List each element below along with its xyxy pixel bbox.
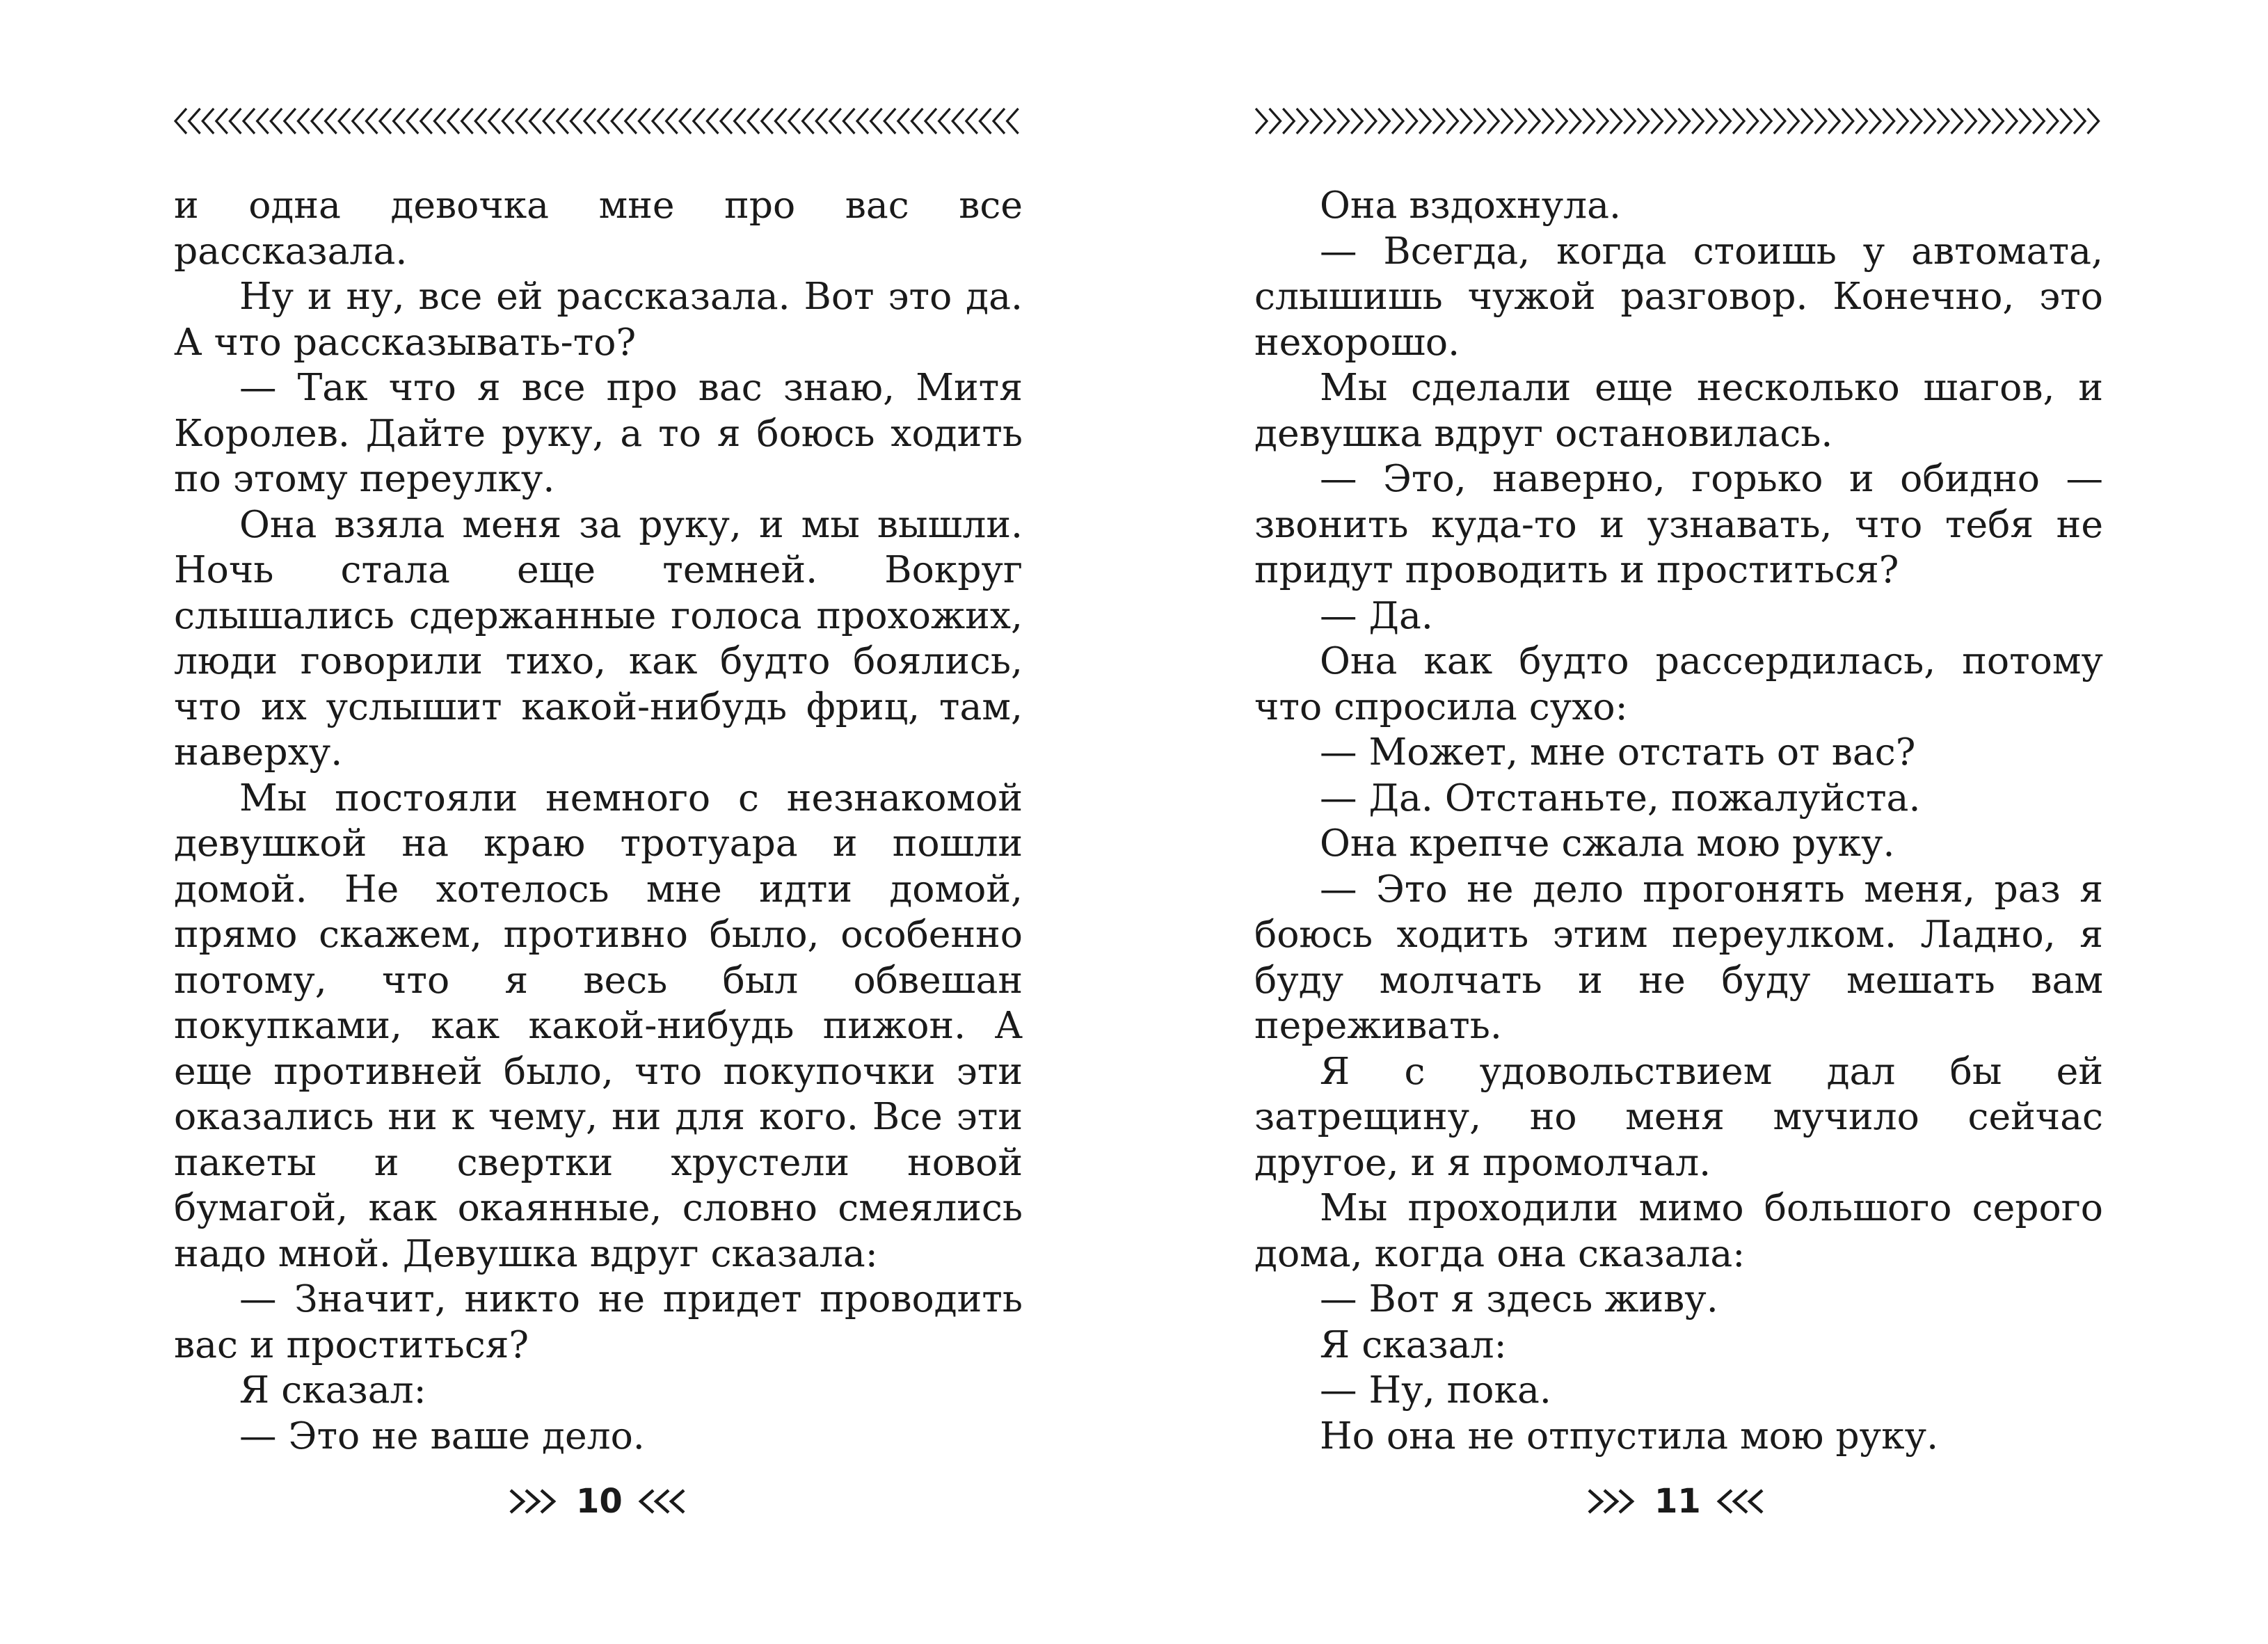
chevron-mark (257, 109, 269, 134)
paragraph: — Да. Отстаньте, пожалуйста. (1320, 775, 1921, 820)
chevron-mark (1679, 109, 1690, 134)
paragraph: — Да. (1320, 593, 1433, 637)
chevron-mark (1979, 109, 1990, 134)
chevron-mark (1433, 109, 1444, 134)
chevron-mark (543, 109, 554, 134)
chevron-mark (803, 109, 814, 134)
chevron-mark (1378, 109, 1389, 134)
chevron-mark (871, 109, 882, 134)
chevron-mark (1474, 109, 1485, 134)
chevron-mark (939, 109, 950, 134)
chevron-mark (1638, 109, 1649, 134)
paragraph: — Это не ваше дело. (239, 1413, 645, 1458)
chevron-mark (394, 109, 405, 134)
chevron-mark (557, 109, 568, 134)
chevron-mark (1570, 109, 1581, 134)
chevron-mark (884, 109, 895, 134)
chevron-mark (1270, 109, 1281, 134)
chevron-mark (434, 109, 445, 134)
paragraph: — Это, наверно, горько и обидно — звонить куда-то и узнавать, что тебя не придут проводить и проститься? (1254, 456, 2103, 591)
chevron-mark (353, 109, 364, 134)
chevron-mark (1351, 109, 1362, 134)
paragraph: Я сказал: (239, 1368, 426, 1412)
chevron-mark (775, 109, 786, 134)
chevron-mark (1787, 109, 1798, 134)
chevron-mark (748, 109, 759, 134)
chevron-mark (1528, 109, 1540, 134)
chevron-mark (1938, 109, 1949, 134)
chevron-mark (2060, 109, 2071, 134)
chevron-mark (789, 109, 800, 134)
chevron-mark (2074, 109, 2085, 134)
chevron-mark (980, 109, 991, 134)
chevrons-left-icon (1716, 1487, 1769, 1515)
chevron-mark (1883, 109, 1894, 134)
chevron-mark (735, 109, 746, 134)
chevron-mark (598, 109, 609, 134)
chevron-mark (216, 109, 227, 134)
chevron-mark (1338, 109, 1349, 134)
chevrons-right-icon (508, 1487, 561, 1515)
chevron-mark (1760, 109, 1771, 134)
chevron-mark (1297, 109, 1308, 134)
chevron-mark (189, 109, 200, 134)
chevron-mark (1734, 1490, 1747, 1513)
chevron-mark (1007, 109, 1019, 134)
chevron-mark (1620, 1490, 1632, 1513)
paragraph: Мы постояли немного с незнакомой девушкой на краю тротуара и пошли домой. Не хотелось мне идти домой, прямо скажем, противно было, особенно потому, что я весь был обвешан покупками, как какой-нибудь пижон. А еще противней было, что покупочки эти оказались ни к чему, ни для кого. Все эти пакеты и свертки хрустели новой бумагой, как окаянные, словно смеялись надо мной. Девушка вдруг сказала: (174, 775, 1023, 1275)
chevron-mark (339, 109, 350, 134)
chevron-mark (1556, 109, 1567, 134)
paragraph: Мы сделали еще несколько шагов, и девушка вдруг остановилась. (1254, 365, 2103, 455)
chevron-mark (1815, 109, 1826, 134)
chevron-mark (830, 109, 841, 134)
chevron-mark (380, 109, 391, 134)
chevron-mark (489, 109, 500, 134)
paragraph: Я сказал: (1320, 1322, 1507, 1366)
chevron-mark (2033, 109, 2044, 134)
chevron-mark (2047, 109, 2058, 134)
chevron-mark (1624, 109, 1635, 134)
chevron-mark (541, 1490, 554, 1513)
chevron-mark (202, 109, 214, 134)
chevron-mark (1992, 109, 2003, 134)
chevron-mark (1951, 109, 1963, 134)
chevron-mark (911, 109, 923, 134)
paragraph: Мы проходили мимо большого серого дома, когда она сказала: (1254, 1186, 2103, 1275)
chevron-mark (639, 109, 650, 134)
chevron-mark (816, 109, 827, 134)
chevron-mark (1801, 109, 1812, 134)
chevron-mark (1855, 109, 1867, 134)
chevron-mark (1706, 109, 1717, 134)
paragraph: Я с удовольствием дал бы ей затрещину, но меня мучило сейчас другое, и я промолчал. (1254, 1048, 2103, 1184)
chevron-mark (2006, 109, 2017, 134)
chevron-mark (1542, 109, 1554, 134)
chevron-mark (707, 109, 718, 134)
chevron-mark (1719, 109, 1730, 134)
chevron-mark (230, 109, 241, 134)
chevron-mark (666, 109, 678, 134)
chevron-mark (1406, 109, 1417, 134)
chevron-mark (448, 109, 459, 134)
paragraph: Она вздохнула. (1320, 183, 1622, 227)
chevron-mark (898, 109, 909, 134)
chevron-mark (1774, 109, 1785, 134)
chevron-mark (1460, 109, 1471, 134)
chevron-mark (857, 109, 868, 134)
paragraph: и одна девочка мне про вас все рассказала. (174, 183, 1023, 273)
chevron-mark (952, 109, 964, 134)
chevron-mark (1604, 1490, 1617, 1513)
chevron-mark (421, 109, 432, 134)
chevron-mark (298, 109, 309, 134)
chevrons-left-icon (638, 1487, 691, 1515)
paragraph: — Это не дело прогонять меня, раз я боюсь ходить этим переулком. Ладно, я буду молчать и не буду мешать вам переживать. (1254, 866, 2103, 1047)
chevron-mark (175, 109, 186, 134)
chevron-mark (1896, 109, 1908, 134)
chevron-mark (584, 109, 596, 134)
page-number-folio (508, 1481, 691, 1522)
chevron-mark (516, 109, 527, 134)
chevron-mark (925, 109, 936, 134)
chevron-mark (641, 1490, 653, 1513)
chevron-mark (1324, 109, 1335, 134)
chevron-mark (1747, 109, 1758, 134)
chevron-mark (2088, 109, 2099, 134)
chevron-mark (530, 109, 541, 134)
chevron-mark (326, 109, 337, 134)
paragraph: Она как будто рассердилась, потому что спросила сухо: (1254, 639, 2103, 728)
chevron-mark (271, 109, 282, 134)
chevron-mark (1256, 109, 1267, 134)
chevron-mark (843, 109, 854, 134)
right-page (1134, 0, 2268, 1644)
page-number-folio (1586, 1481, 1769, 1522)
chevron-mark (407, 109, 418, 134)
left-page-text (174, 182, 1023, 1458)
chevron-mark (1733, 109, 1744, 134)
paragraph: — Может, мне отстать от вас? (1320, 730, 1916, 774)
chevron-mark (312, 109, 323, 134)
chevron-mark (694, 109, 705, 134)
chevron-right-border-icon (1254, 106, 2103, 136)
chevron-mark (1665, 109, 1676, 134)
chevrons-right-icon (1586, 1487, 1639, 1515)
paragraph: — Всегда, когда стоишь у автомата, слышишь чужой разговор. Конечно, это нехорошо. (1254, 228, 2103, 364)
page-number: 10 (576, 1482, 623, 1521)
chevron-mark (1924, 109, 1935, 134)
chevron-mark (1828, 109, 1839, 134)
chevron-mark (1583, 109, 1594, 134)
chevron-mark (2020, 109, 2031, 134)
chevron-mark (502, 109, 513, 134)
chevron-mark (570, 109, 582, 134)
chevron-mark (1446, 109, 1458, 134)
chevron-mark (1310, 109, 1321, 134)
chevron-mark (1419, 109, 1430, 134)
right-page-text (1254, 182, 2103, 1458)
paragraph: — Так что я все про вас знаю, Митя Королев. Дайте руку, а то я боюсь ходить по этому переулку. (174, 365, 1023, 500)
chevron-mark (1597, 109, 1608, 134)
chevron-mark (511, 1490, 523, 1513)
chevron-mark (366, 109, 377, 134)
chevron-mark (1365, 109, 1376, 134)
paragraph: — Значит, никто не придет проводить вас и проститься? (174, 1277, 1023, 1366)
chevron-mark (1501, 109, 1512, 134)
chevron-mark (680, 109, 691, 134)
chevron-mark (721, 109, 732, 134)
chevron-mark (1283, 109, 1294, 134)
chevron-mark (671, 1490, 684, 1513)
paragraph: — Вот я здесь живу. (1320, 1277, 1718, 1320)
chevron-mark (612, 109, 623, 134)
chevron-mark (1692, 109, 1703, 134)
page-number: 11 (1654, 1482, 1701, 1521)
paragraph: Она взяла меня за руку, и мы вышли. Ночь стала еще темней. Вокруг слышались сдержанные голоса прохожих, люди говорили тихо, как будто боялись, что их услышит какой-нибудь фриц, там, наверху. (174, 502, 1023, 774)
chevron-mark (1392, 109, 1403, 134)
chevron-mark (475, 109, 486, 134)
chevron-mark (285, 109, 296, 134)
chevron-mark (1965, 109, 1976, 134)
chevron-mark (1750, 1490, 1762, 1513)
chevron-mark (993, 109, 1005, 134)
chevron-mark (966, 109, 977, 134)
chevron-mark (1842, 109, 1853, 134)
paragraph: Ну и ну, все ей рассказала. Вот это да. А что рассказывать-то? (174, 274, 1023, 364)
chevron-mark (653, 109, 664, 134)
chevron-mark (1611, 109, 1622, 134)
paragraph: Она крепче сжала мою руку. (1320, 821, 1895, 865)
chevron-mark (1589, 1490, 1602, 1513)
chevron-left-border-icon (174, 106, 1023, 136)
chevron-mark (1719, 1490, 1732, 1513)
chevron-mark (526, 1490, 538, 1513)
chevron-mark (1515, 109, 1526, 134)
chevron-mark (762, 109, 773, 134)
chevron-mark (1487, 109, 1499, 134)
chevron-mark (1910, 109, 1922, 134)
chevron-mark (625, 109, 637, 134)
paragraph: — Ну, пока. (1320, 1368, 1551, 1412)
chevron-mark (656, 1490, 669, 1513)
chevron-mark (243, 109, 255, 134)
chevron-mark (1869, 109, 1880, 134)
paragraph: Но она не отпустила мою руку. (1320, 1413, 1939, 1458)
chevron-mark (462, 109, 473, 134)
chevron-mark (1651, 109, 1662, 134)
